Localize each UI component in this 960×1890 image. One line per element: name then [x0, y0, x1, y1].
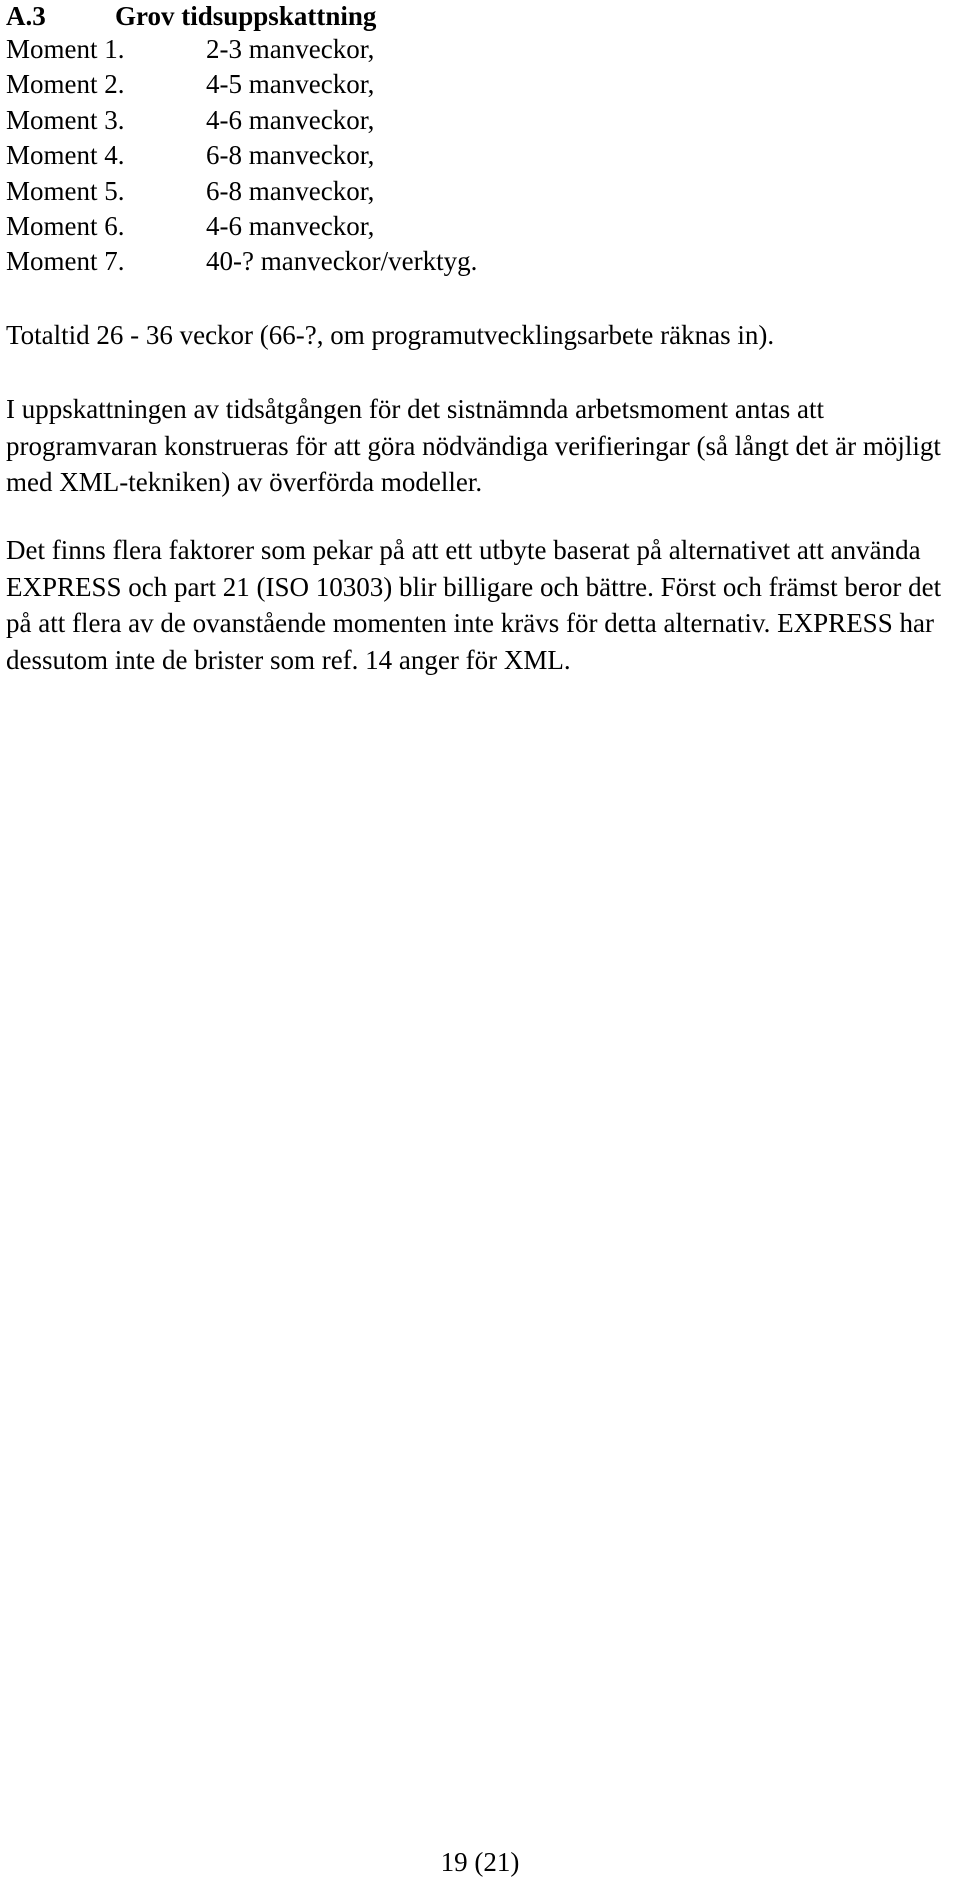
section-number: A.3 [6, 1, 46, 31]
paragraph-express-alternative: Det finns flera faktorer som pekar på att ett utbyte baserat på alternativet att använda EXPRESS och part 21 (ISO 10303) blir billigare och bättre. Först och främst beror det på att flera av de ovanstående momenten inte krävs för detta alternativ. EXPRESS har dessutom inte de brister som ref. 14 anger för XML. [6, 535, 942, 675]
total-time-line: Totaltid 26 - 36 veckor (66-?, om programutvecklingsarbete räknas in). [6, 320, 775, 350]
moment-estimate: 40-? manveckor/verktyg. [206, 246, 478, 277]
moment-row [6, 32, 477, 67]
moment-row [6, 103, 477, 138]
moment-estimate: 6-8 manveckor, [206, 140, 375, 171]
moment-label: Moment 7. [6, 246, 125, 277]
section-heading [6, 0, 376, 32]
moment-estimate: 4-6 manveckor, [206, 211, 375, 242]
moment-label: Moment 2. [6, 69, 125, 100]
paragraph-estimate-assumption: I uppskattningen av tidsåtgången för det sistnämnda arbetsmoment antas att programvaran konstrueras för att göra nödvändiga verifieringar (så långt det är möjligt med XML-tekniken) av överförda modeller. [6, 394, 941, 497]
moment-estimate: 6-8 manveckor, [206, 175, 375, 206]
moment-estimate: 4-5 manveckor, [206, 69, 375, 100]
moment-row [6, 174, 477, 209]
moment-label: Moment 1. [6, 34, 125, 64]
moment-row [6, 67, 477, 102]
moment-label: Moment 3. [6, 104, 125, 135]
page-number: 19 (21) [440, 1847, 520, 1877]
moment-estimate-list [6, 32, 477, 280]
moment-label: Moment 6. [6, 211, 125, 242]
moment-label: Moment 4. [6, 140, 125, 171]
moment-row [6, 209, 477, 244]
section-title: Grov tidsuppskattning [115, 1, 377, 31]
moment-row [6, 138, 477, 173]
moment-estimate: 4-6 manveckor, [206, 104, 375, 135]
moment-estimate: 2-3 manveckor, [206, 34, 375, 64]
moment-label: Moment 5. [6, 175, 125, 206]
moment-row [6, 244, 477, 279]
